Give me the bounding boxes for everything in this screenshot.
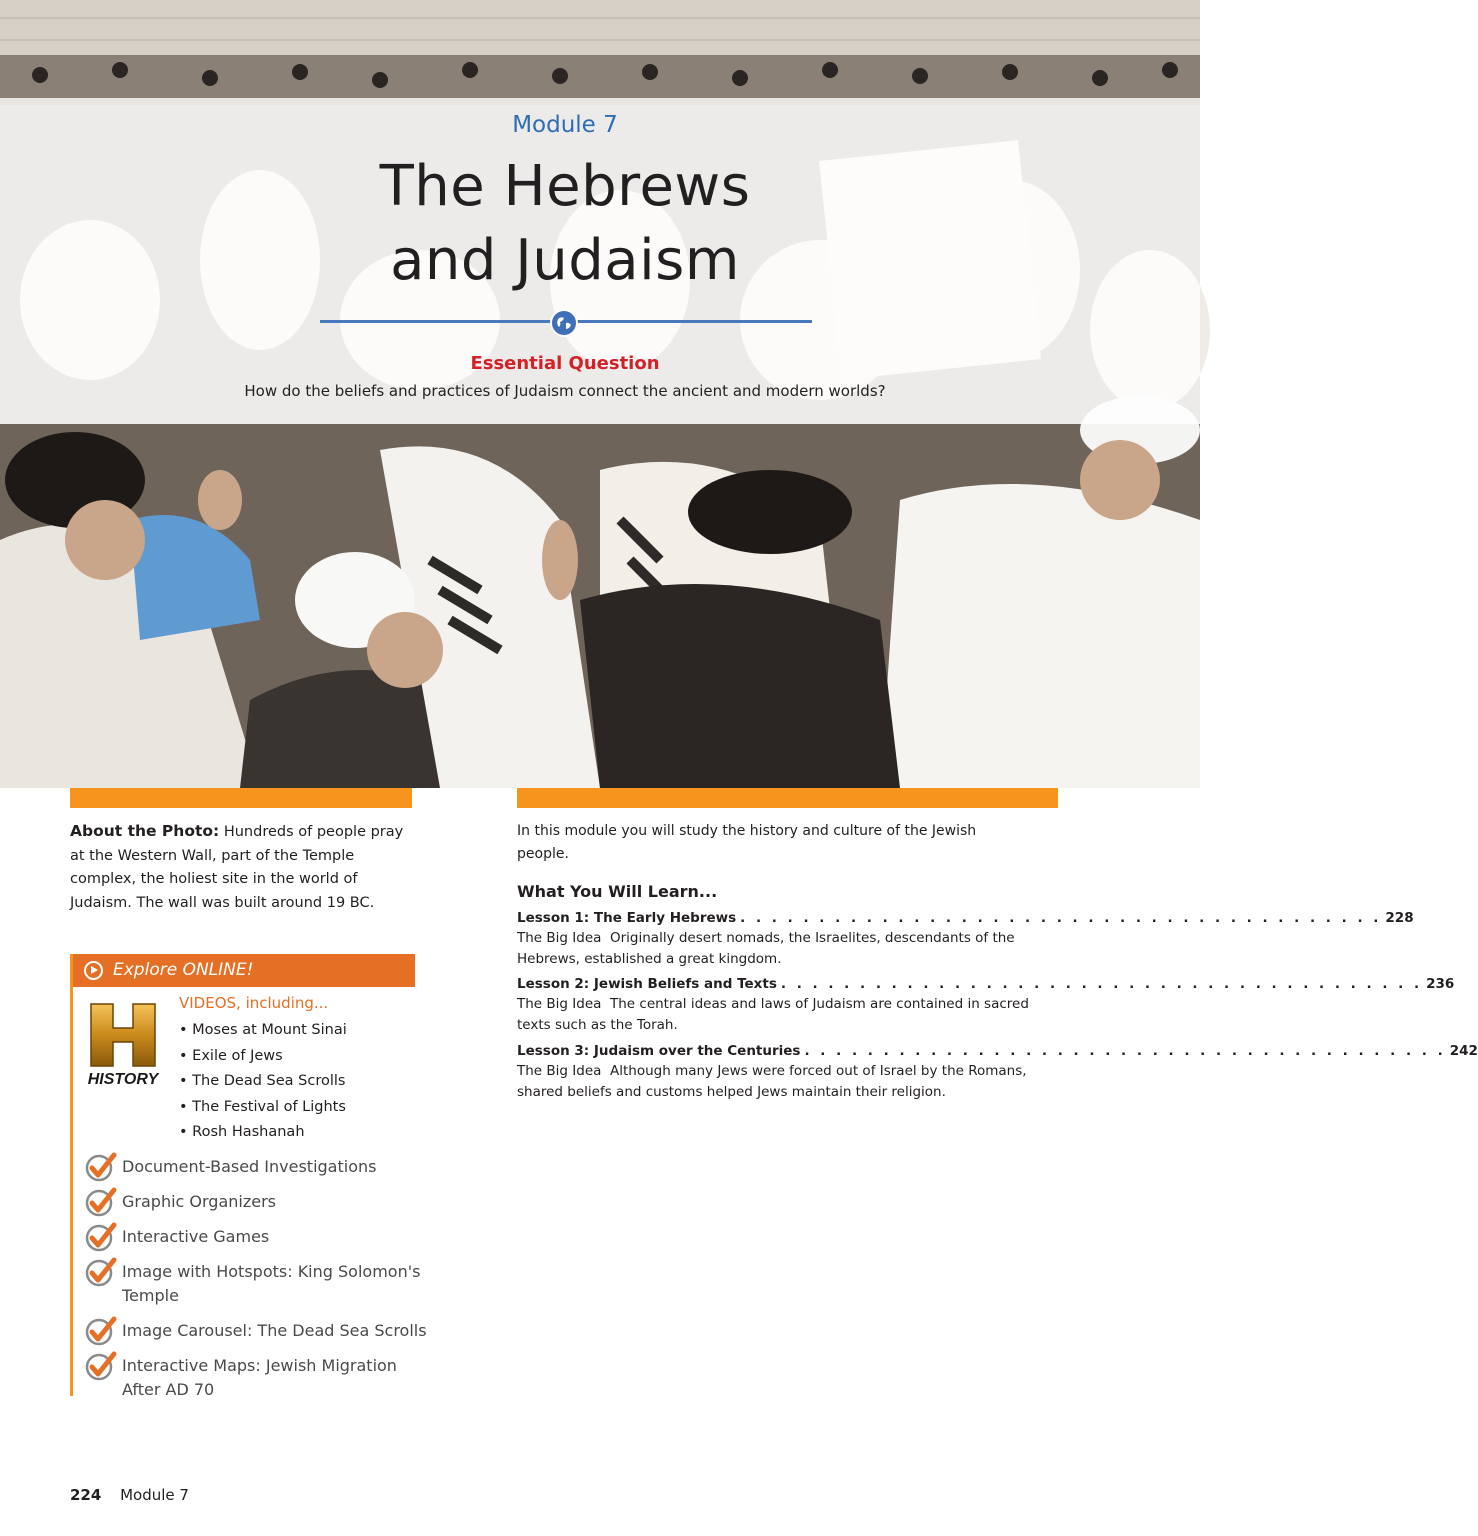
big-idea-text: Originally desert nomads, the Israelites, descendants of the Hebrews, established a great kingdom.: [517, 930, 1015, 967]
feature-label: Interactive Games: [122, 1227, 270, 1246]
big-idea-text: The central ideas and laws of Judaism are contained in sacred texts such as the Torah.: [517, 996, 1029, 1033]
feature-label: Image Carousel: The Dead Sea Scrolls: [122, 1321, 427, 1340]
what-you-will-learn-heading: What You Will Learn...: [517, 882, 718, 901]
lesson-entry[interactable]: [517, 1041, 1478, 1102]
big-idea-label: The Big Idea: [517, 930, 602, 946]
about-the-photo: [70, 820, 410, 915]
title-line-1: The Hebrews: [379, 154, 751, 219]
checkmark-icon: [85, 1257, 117, 1287]
play-icon: [84, 961, 103, 980]
history-logo-text: HISTORY: [87, 1071, 159, 1088]
explore-online-box: [70, 954, 427, 1399]
lesson-title: Lesson 3: Judaism over the Centuries: [517, 1043, 801, 1059]
feature-label: Graphic Organizers: [122, 1192, 276, 1211]
essential-question: How do the beliefs and practices of Judaism connect the ancient and modern worlds?: [244, 382, 886, 400]
checkmark-icon: [85, 1351, 117, 1381]
lesson-title: Lesson 1: The Early Hebrews: [517, 910, 737, 926]
video-item[interactable]: • Rosh Hashanah: [179, 1120, 347, 1146]
history-logo: [83, 1002, 163, 1088]
right-column-bar: [517, 788, 1058, 808]
videos-heading: VIDEOS, including...: [179, 994, 329, 1012]
video-list: [179, 1018, 347, 1146]
explore-online-header[interactable]: [73, 954, 415, 987]
essential-question-label: Essential Question: [470, 353, 660, 374]
page-number: 224: [70, 1486, 102, 1504]
left-column-bar: [70, 788, 412, 808]
lesson-page: 228: [1385, 910, 1414, 926]
checkmark-icon: [85, 1187, 117, 1217]
feature-label: Document-Based Investigations: [122, 1157, 377, 1176]
page-footer: [70, 1486, 189, 1504]
video-item[interactable]: • The Dead Sea Scrolls: [179, 1069, 347, 1095]
leader-dots: . . . . . . . . . . . . . . . . . . . . . . . . . . . . . . . . . . . . . . . . .: [740, 910, 1382, 926]
feature-label: Interactive Maps: Jewish Migration After AD 70: [122, 1356, 397, 1399]
leader-dots: . . . . . . . . . . . . . . . . . . . . . . . . . . . . . . . . . . . . . . . . .: [780, 976, 1423, 992]
explore-online-label: Explore ONLINE!: [113, 960, 254, 980]
leader-dots: . . . . . . . . . . . . . . . . . . . . . . . . . . . . . . . . . . . . . . . . .: [804, 1043, 1446, 1059]
video-item[interactable]: • Exile of Jews: [179, 1044, 347, 1070]
big-idea-label: The Big Idea: [517, 996, 602, 1012]
feature-label: Image with Hotspots: King Solomon's Temple: [122, 1262, 421, 1305]
lesson-page: 242: [1449, 1043, 1478, 1059]
module-intro: In this module you will study the history and culture of the Jewish people.: [517, 823, 977, 862]
lesson-title: Lesson 2: Jewish Beliefs and Texts: [517, 976, 777, 992]
page-title: [0, 150, 1130, 298]
about-the-photo-text: Hundreds of people pray at the Western Wall, part of the Temple complex, the holiest site in the world of Judaism. The wall was built around 19 BC.: [70, 824, 404, 911]
checkmark-icon: [85, 1152, 117, 1182]
lesson-page: 236: [1426, 976, 1455, 992]
big-idea-text: Although many Jews were forced out of Israel by the Romans, shared beliefs and customs helped Jews maintain their religion.: [517, 1063, 1027, 1100]
footer-module: Module 7: [120, 1486, 189, 1504]
checkmark-icon: [85, 1316, 117, 1346]
title-line-2: and Judaism: [390, 228, 740, 293]
checkmark-icon: [85, 1222, 117, 1252]
lesson-entry[interactable]: [517, 908, 1414, 969]
about-the-photo-label: About the Photo:: [70, 822, 220, 840]
video-item[interactable]: • The Festival of Lights: [179, 1095, 347, 1121]
video-item[interactable]: • Moses at Mount Sinai: [179, 1018, 347, 1044]
module-label: Module 7: [512, 112, 618, 138]
lesson-entry[interactable]: [517, 974, 1455, 1035]
globe-icon: [550, 309, 578, 337]
big-idea-label: The Big Idea: [517, 1063, 602, 1079]
